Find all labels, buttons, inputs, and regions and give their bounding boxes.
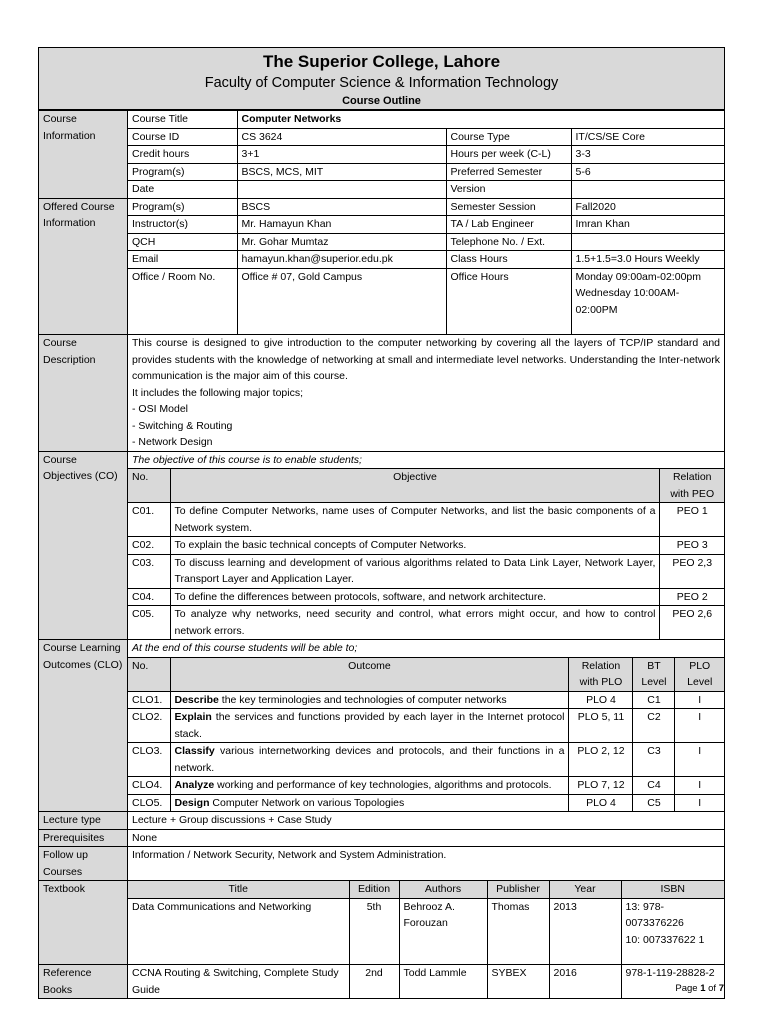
section-label-description: Course Description [39, 335, 128, 452]
offered-programs-label: Program(s) [128, 199, 237, 216]
clo-text: the key terminologies and technologies of computer networks [218, 693, 507, 706]
clo-section [39, 640, 725, 812]
objectives-header-objective: Objective [170, 469, 660, 503]
clo-bt: C3 [633, 743, 675, 777]
date-label: Date [128, 181, 237, 198]
clo-no: CLO3. [128, 743, 170, 777]
table-row [128, 898, 724, 964]
ta-label: TA / Lab Engineer [446, 216, 571, 234]
clo-header-plo-level: PLO Level [675, 657, 724, 691]
clo-table [128, 640, 724, 811]
table-row [128, 606, 724, 640]
clo-plo: PLO 7, 12 [569, 777, 633, 795]
clo-outcome [170, 743, 569, 777]
objective-peo: PEO 2 [660, 588, 724, 606]
clo-header-no: No. [128, 657, 170, 691]
textbook-isbn [621, 898, 724, 964]
section-label-textbook: Textbook [39, 881, 128, 965]
table-row [128, 743, 724, 777]
clo-level: I [675, 709, 724, 743]
hours-per-week-label: Hours per week (C-L) [446, 146, 571, 164]
hours-per-week-value: 3-3 [571, 146, 724, 164]
prerequisites-section [39, 829, 725, 847]
clo-verb: Describe [174, 693, 219, 706]
class-hours-value: 1.5+1.5=3.0 Hours Weekly [571, 251, 724, 269]
course-title-value: Computer Networks [237, 111, 724, 128]
credit-hours-label: Credit hours [128, 146, 237, 164]
reference-year: 2016 [549, 965, 621, 998]
follow-up-value: Information / Network Security, Network and System Administration. [128, 847, 725, 881]
table-row [128, 794, 724, 811]
table-row [128, 965, 724, 998]
objective-text: To analyze why networks, need security and control, what errors might occur, and how to control network errors. [170, 606, 660, 640]
objective-text: To explain the basic technical concepts of Computer Networks. [170, 537, 660, 555]
course-id-value: CS 3624 [237, 128, 446, 146]
offered-course-table [128, 199, 724, 335]
textbook-section [39, 881, 725, 965]
course-title-label: Course Title [128, 111, 237, 128]
reference-isbn: 978-1-119-28828-2 [621, 965, 724, 998]
clo-level: I [675, 777, 724, 795]
clo-plo: PLO 5, 11 [569, 709, 633, 743]
document-title: Course Outline [342, 95, 421, 107]
clo-header-bt: BT Level [633, 657, 675, 691]
programs-value: BSCS, MCS, MIT [237, 163, 446, 181]
email-label: Email [128, 251, 237, 269]
table-row [128, 777, 724, 795]
objective-peo: PEO 2,6 [660, 606, 724, 640]
credit-hours-value: 3+1 [237, 146, 446, 164]
textbook-header-publisher: Publisher [487, 881, 549, 898]
textbook-publisher: Thomas [487, 898, 549, 964]
current-page: 1 [700, 983, 706, 994]
objective-no: C04. [128, 588, 170, 606]
table-row [128, 503, 724, 537]
clo-intro: At the end of this course students will be able to; [128, 640, 724, 657]
page-number [675, 983, 724, 994]
objective-text: To define Computer Networks, name uses of Computer Networks, and list the basic components of a Network system. [170, 503, 660, 537]
clo-plo: PLO 4 [569, 794, 633, 811]
version-value [571, 181, 724, 198]
course-description-body [128, 335, 725, 452]
course-description-section [39, 335, 725, 452]
total-pages: 7 [718, 983, 724, 994]
section-label-follow-up: Follow up Courses [39, 847, 128, 881]
isbn-10: 10: 007337622 1 [625, 933, 705, 946]
reference-title: CCNA Routing & Switching, Complete Study Guide [128, 965, 349, 998]
faculty-name: Faculty of Computer Science & Information Technology [204, 75, 559, 91]
table-row [128, 588, 724, 606]
clo-verb: Classify [174, 745, 215, 757]
section-label-reference: Reference Books [39, 965, 128, 999]
table-row [128, 709, 724, 743]
clo-no: CLO1. [128, 691, 170, 709]
table-row [128, 554, 724, 588]
reference-edition: 2nd [349, 965, 399, 998]
reference-books-section [39, 965, 725, 999]
objective-peo: PEO 1 [660, 503, 724, 537]
clo-level: I [675, 743, 724, 777]
semester-session-value: Fall2020 [571, 199, 724, 216]
section-label-lecture-type: Lecture type [39, 812, 128, 830]
clo-plo: PLO 4 [569, 691, 633, 709]
qch-label: QCH [128, 233, 237, 251]
page-prefix: Page [675, 983, 701, 994]
textbook-header-title: Title [128, 881, 349, 898]
table-row [128, 537, 724, 555]
textbook-header-authors: Authors [399, 881, 487, 898]
telephone-label: Telephone No. / Ext. [446, 233, 571, 251]
clo-plo: PLO 2, 12 [569, 743, 633, 777]
isbn-13: 13: 978-0073376226 [625, 900, 684, 929]
objectives-header-no: No. [128, 469, 170, 503]
section-label-clo: Course Learning Outcomes (CLO) [39, 640, 128, 812]
textbook-header-edition: Edition [349, 881, 399, 898]
follow-up-section [39, 847, 725, 881]
offered-course-section [39, 198, 725, 335]
clo-verb: Explain [174, 711, 212, 723]
college-name: The Superior College, Lahore [262, 52, 501, 71]
clo-outcome [170, 691, 569, 709]
objective-no: C02. [128, 537, 170, 555]
qch-value: Mr. Gohar Mumtaz [237, 233, 446, 251]
objectives-table [128, 452, 724, 640]
clo-bt: C2 [633, 709, 675, 743]
class-hours-label: Class Hours [446, 251, 571, 269]
objective-no: C05. [128, 606, 170, 640]
office-hours-value: Monday 09:00am-02:00pm Wednesday 10:00AM-02:00PM [571, 268, 724, 334]
textbook-year: 2013 [549, 898, 621, 964]
clo-text: working and performance of key technologies, algorithms and protocols. [214, 779, 552, 791]
objective-peo: PEO 2,3 [660, 554, 724, 588]
prerequisites-value: None [128, 829, 725, 847]
clo-no: CLO5. [128, 794, 170, 811]
objective-no: C01. [128, 503, 170, 537]
clo-text: various internetworking devices and protocols, and their functions in a network. [174, 745, 565, 774]
telephone-value [571, 233, 724, 251]
ta-value: Imran Khan [571, 216, 724, 234]
clo-no: CLO4. [128, 777, 170, 795]
offered-programs-value: BSCS [237, 199, 446, 216]
clo-header-relation: Relation with PLO [569, 657, 633, 691]
clo-outcome [170, 777, 569, 795]
clo-outcome [170, 709, 569, 743]
topic-item: - Network Design [132, 436, 213, 448]
reference-authors: Todd Lammle [399, 965, 487, 998]
textbook-authors: Behrooz A. Forouzan [399, 898, 487, 964]
textbook-header-year: Year [549, 881, 621, 898]
clo-verb: Analyze [174, 779, 215, 791]
objective-text: To discuss learning and development of various algorithms related to Data Link Layer, Network Layer, Transport Layer and Application Layer. [170, 554, 660, 588]
objective-peo: PEO 3 [660, 537, 724, 555]
course-information-table [128, 111, 724, 198]
clo-outcome [170, 794, 569, 811]
section-label-prerequisites: Prerequisites [39, 829, 128, 847]
course-type-label: Course Type [446, 128, 571, 146]
preferred-semester-label: Preferred Semester [446, 163, 571, 181]
objectives-intro: The objective of this course is to enable students; [128, 452, 724, 469]
lecture-type-value: Lecture + Group discussions + Case Study [128, 812, 725, 830]
clo-bt: C1 [633, 691, 675, 709]
preferred-semester-value: 5-6 [571, 163, 724, 181]
email-value[interactable]: hamayun.khan@superior.edu.pk [237, 251, 446, 269]
instructor-label: Instructor(s) [128, 216, 237, 234]
topic-item: - Switching & Routing [132, 419, 233, 432]
clo-bt: C5 [633, 794, 675, 811]
course-information-section [39, 111, 725, 199]
clo-verb: Design [174, 796, 210, 809]
course-outline-page [38, 47, 725, 999]
section-label-course-information: Course Information [39, 111, 128, 199]
topics-intro: It includes the following major topics; [132, 386, 303, 399]
clo-text: Computer Network on various Topologies [209, 796, 405, 809]
description-paragraph: This course is designed to give introduction to the computer networking by covering all the layers of TCP/IP standard and provides students with the knowledge of networking at small and intermediate level networks. Understanding the Inter-network communication is the major aim of this course. [132, 337, 720, 382]
office-label: Office / Room No. [128, 268, 237, 334]
textbook-edition: 5th [349, 898, 399, 964]
course-id-label: Course ID [128, 128, 237, 146]
clo-level: I [675, 794, 724, 811]
section-label-offered-course: Offered Course Information [39, 198, 128, 335]
office-value: Office # 07, Gold Campus [237, 268, 446, 334]
clo-header-outcome: Outcome [170, 657, 569, 691]
section-label-objectives: Course Objectives (CO) [39, 451, 128, 640]
course-objectives-section [39, 451, 725, 640]
textbook-title: Data Communications and Networking [128, 898, 349, 964]
textbook-header-isbn: ISBN [621, 881, 724, 898]
document-header [38, 47, 725, 110]
topic-item: - OSI Model [132, 403, 189, 415]
instructor-value: Mr. Hamayun Khan [237, 216, 446, 234]
clo-no: CLO2. [128, 709, 170, 743]
reference-table [128, 965, 724, 998]
clo-bt: C4 [633, 777, 675, 795]
textbook-table [128, 881, 724, 964]
clo-level: I [675, 691, 724, 709]
office-hours-label: Office Hours [446, 268, 571, 334]
clo-text: the services and functions provided by each layer in the Internet protocol stack. [174, 711, 565, 740]
page-of: of [705, 983, 719, 994]
objectives-header-relation: Relation with PEO [660, 469, 724, 503]
semester-session-label: Semester Session [446, 199, 571, 216]
reference-publisher: SYBEX [487, 965, 549, 998]
date-value [237, 181, 446, 198]
course-outline-table [38, 110, 725, 999]
lecture-type-section [39, 812, 725, 830]
version-label: Version [446, 181, 571, 198]
objective-no: C03. [128, 554, 170, 588]
table-row [128, 691, 724, 709]
course-type-value: IT/CS/SE Core [571, 128, 724, 146]
programs-label: Program(s) [128, 163, 237, 181]
objective-text: To define the differences between protocols, software, and network architecture. [170, 588, 660, 606]
